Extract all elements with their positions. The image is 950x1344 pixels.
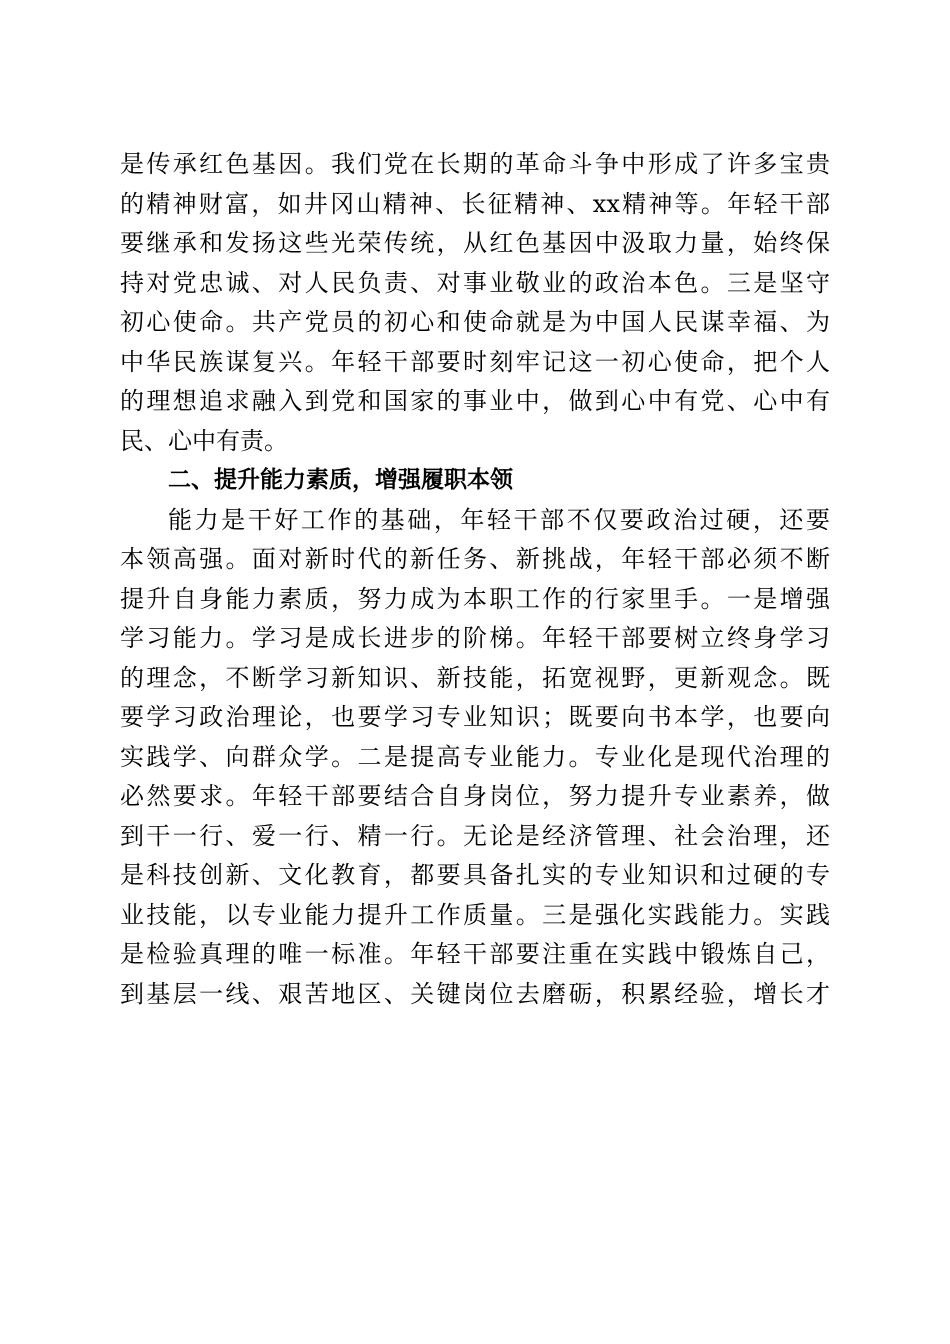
paragraph-line: 到干一行、爱一行、精一行。无论是经济管理、社会治理，还: [120, 821, 830, 850]
paragraph-line: 要继承和发扬这些光荣传统，从红色基因中汲取力量，始终保: [120, 229, 830, 257]
paragraph-line: 是科技创新、文化教育，都要具备扎实的专业知识和过硬的专: [120, 861, 830, 889]
paragraph-line: 持对党忠诚、对人民负责、对事业敬业的政治本色。三是坚守: [120, 268, 830, 297]
document-body: [120, 145, 830, 1014]
paragraph-line: 初心使命。共产党员的初心和使命就是为中国人民谋幸福、为: [120, 308, 830, 336]
paragraph-line: 要学习政治理论，也要学习专业知识；既要向书本学，也要向: [120, 703, 830, 731]
paragraph-line: 中华民族谋复兴。年轻干部要时刻牢记这一初心使命，把个人: [120, 347, 830, 376]
paragraph-line: 的理念，不断学习新知识、新技能，拓宽视野，更新观念。既: [120, 663, 830, 692]
section-heading: 二、提升能力素质，增强履职本领: [168, 467, 513, 493]
paragraph-line: 的精神财富，如井冈山精神、长征精神、xx精神等。年轻干部: [120, 189, 830, 218]
paragraph-line: 必然要求。年轻干部要结合自身岗位，努力提升专业素养，做: [120, 782, 830, 810]
paragraph-line: 能力是干好工作的基础，年轻干部不仅要政治过硬，还要: [168, 505, 830, 534]
paragraph-line: 本领高强。面对新时代的新任务、新挑战，年轻干部必须不断: [120, 545, 830, 573]
paragraph-line: 业技能，以专业能力提升工作质量。三是强化实践能力。实践: [120, 900, 830, 929]
paragraph-line: 到基层一线、艰苦地区、关键岗位去磨砺，积累经验，增长才: [120, 979, 830, 1008]
paragraph-line: 是检验真理的唯一标准。年轻干部要注重在实践中锻炼自己，: [120, 940, 830, 968]
paragraph-line: 提升自身能力素质，努力成为本职工作的行家里手。一是增强: [120, 584, 830, 613]
paragraph-line: 学习能力。学习是成长进步的阶梯。年轻干部要树立终身学习: [120, 624, 830, 652]
paragraph-line: 实践学、向群众学。二是提高专业能力。专业化是现代治理的: [120, 742, 830, 771]
paragraph-line: 是传承红色基因。我们党在长期的革命斗争中形成了许多宝贵: [120, 150, 830, 178]
paragraph-line: 民、心中有责。: [120, 426, 288, 455]
paragraph-line: 的理想追求融入到党和国家的事业中，做到心中有党、心中有: [120, 387, 830, 415]
